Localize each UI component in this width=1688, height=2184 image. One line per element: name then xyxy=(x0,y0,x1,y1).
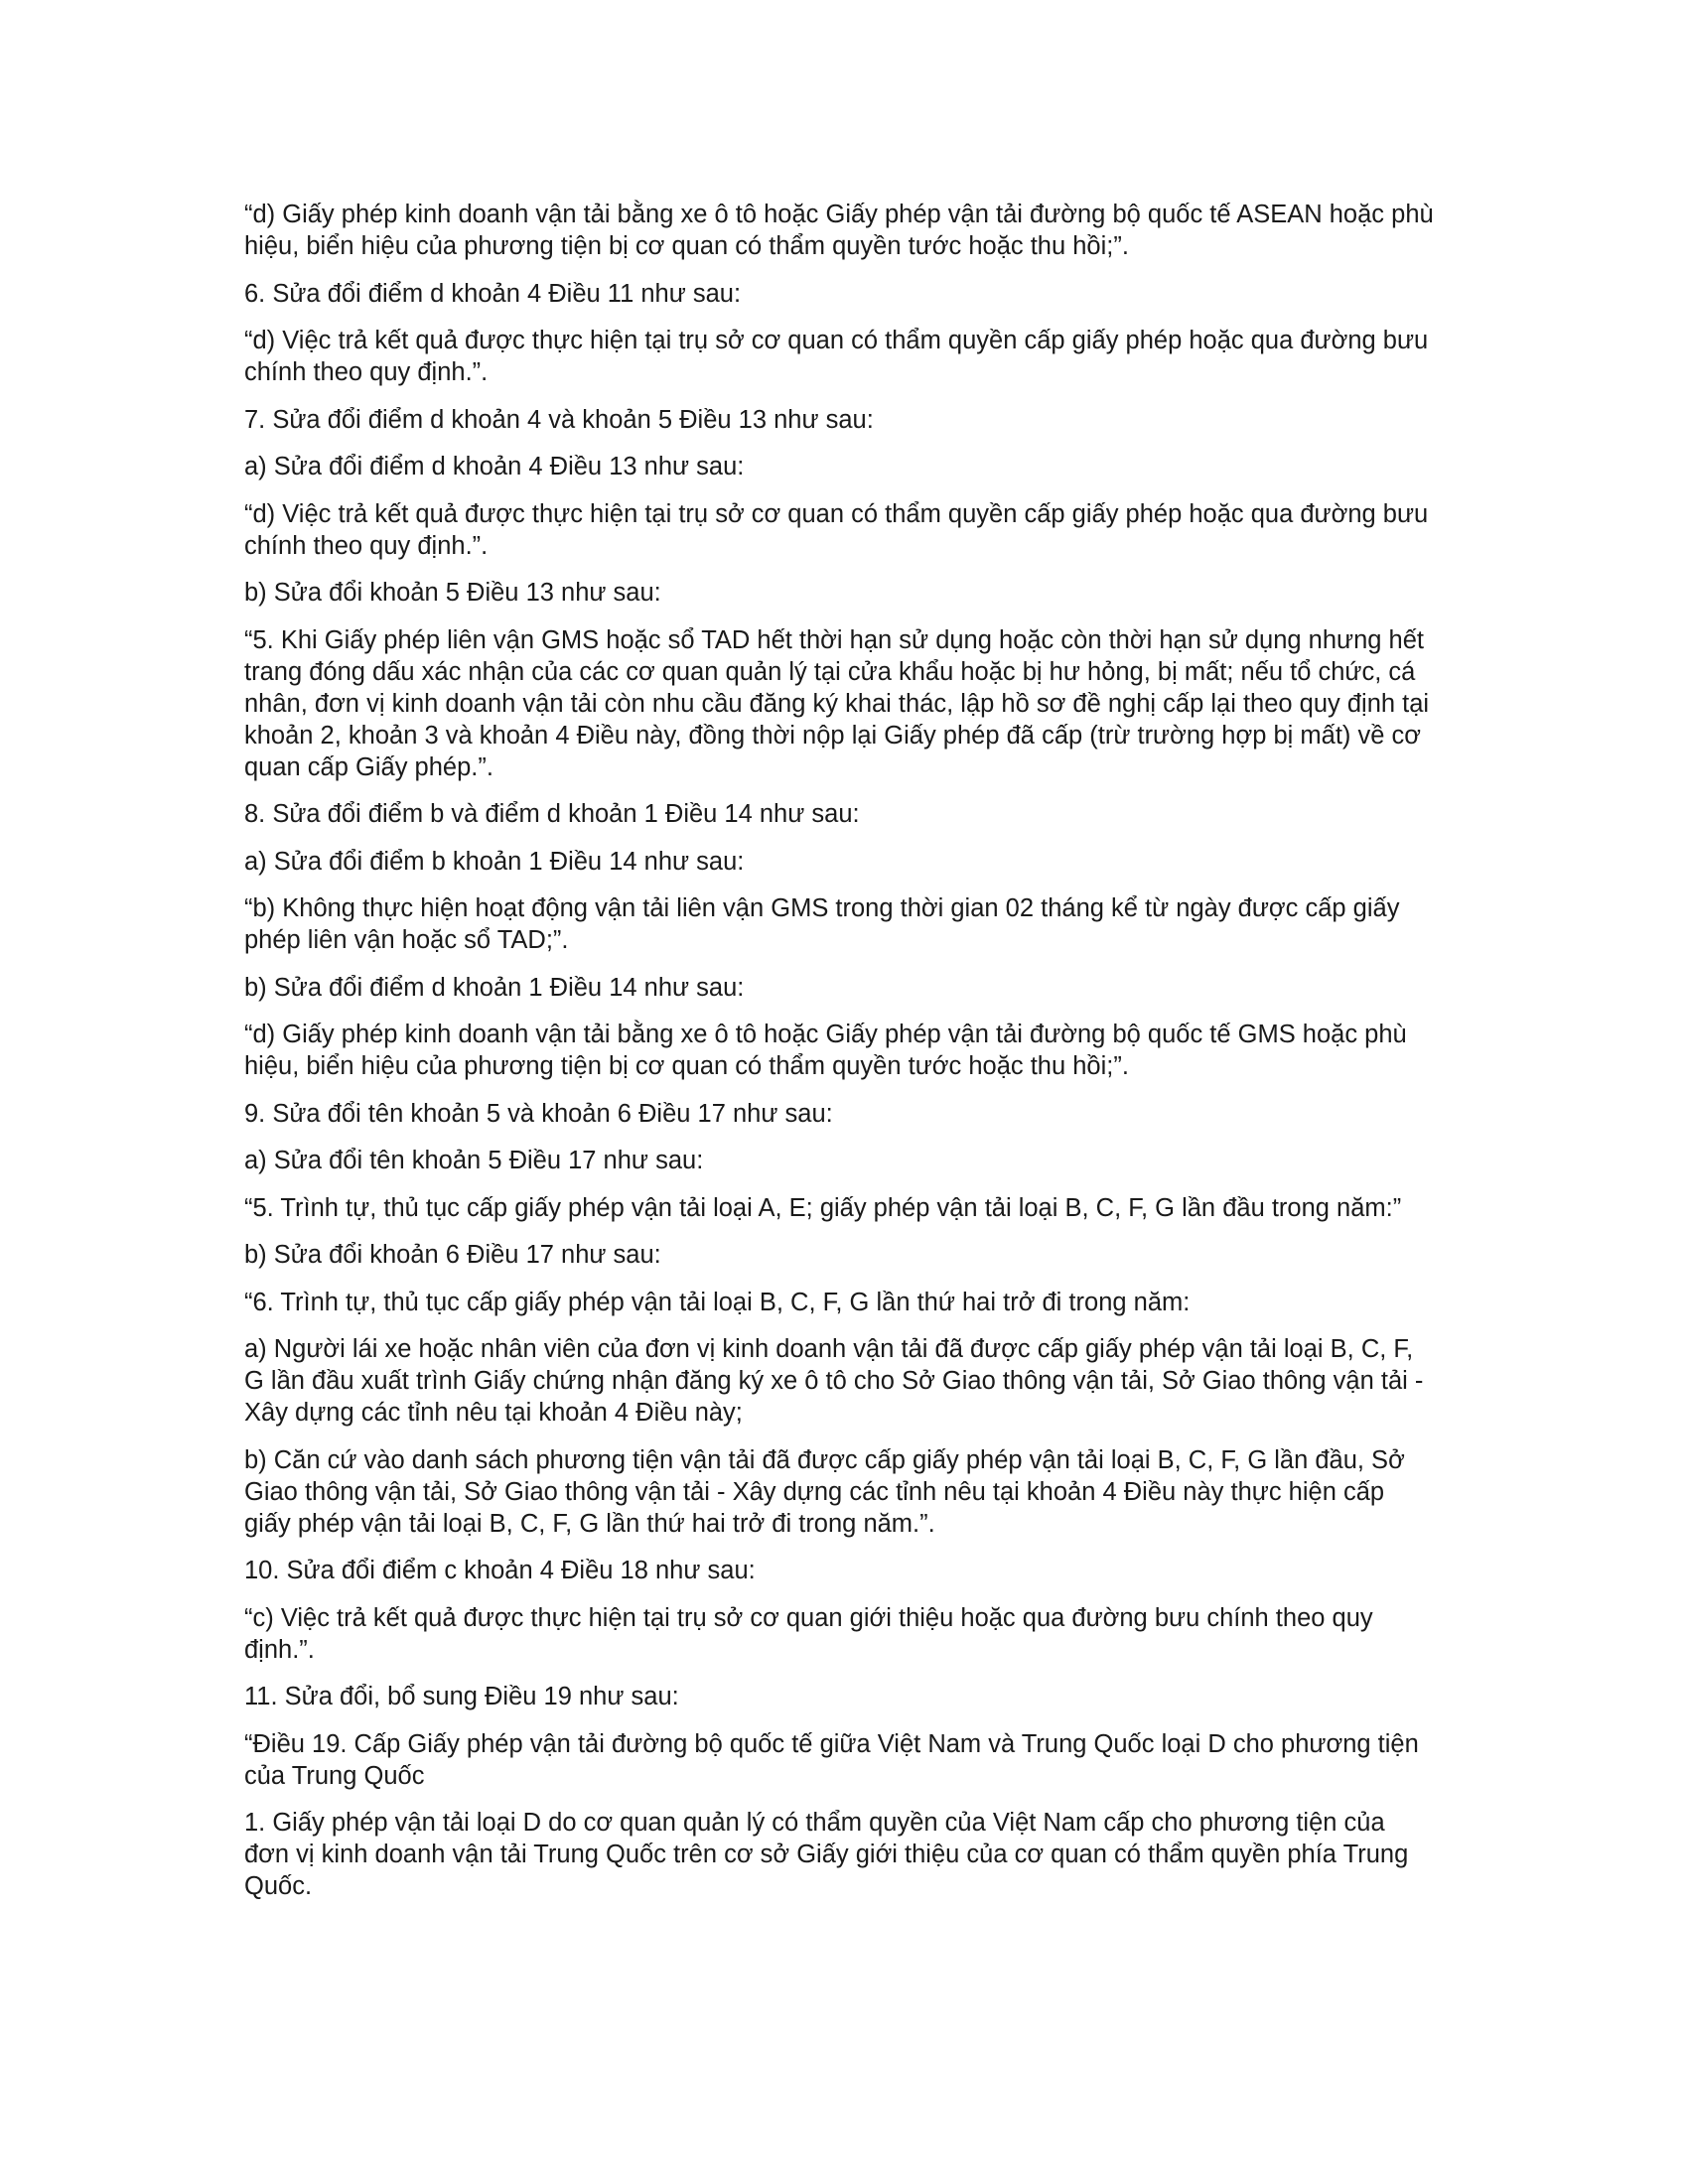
paragraph-quote-5-procedure: “5. Trình tự, thủ tục cấp giấy phép vận tải loại A, E; giấy phép vận tải loại B, C, F, G lần đầu trong năm:” xyxy=(244,1193,1402,1222)
paragraph-quote-b-gms: “b) Không thực hiện hoạt động vận tải liên vận GMS trong thời gian 02 tháng kể từ ngày được cấp giấy phép liên vận hoặc sổ TAD;”. xyxy=(244,894,1400,954)
paragraph-quote-d-gms: “d) Giấy phép kinh doanh vận tải bằng xe ô tô hoặc Giấy phép vận tải đường bộ quốc tế GMS hoặc phù hiệu, biển hiệu của phương tiện bị cơ quan có thẩm quyền tước hoặc thu hồi;”. xyxy=(244,1021,1407,1080)
paragraph-item-8a: a) Sửa đổi điểm b khoản 1 Điều 14 như sau: xyxy=(244,847,745,876)
paragraph-article-19-title: “Điều 19. Cấp Giấy phép vận tải đường bộ quốc tế giữa Việt Nam và Trung Quốc loại D cho phương tiện của Trung Quốc xyxy=(244,1729,1419,1790)
paragraph-quote-d-asean: “d) Giấy phép kinh doanh vận tải bằng xe ô tô hoặc Giấy phép vận tải đường bộ quốc tế ASEAN hoặc phù hiệu, biển hiệu của phương tiện bị cơ quan có thẩm quyền tước hoặc thu hồi;”. xyxy=(244,201,1434,260)
paragraph-quote-d-result-13: “d) Việc trả kết quả được thực hiện tại trụ sở cơ quan có thẩm quyền cấp giấy phép hoặc qua đường bưu chính theo quy định.”. xyxy=(244,499,1429,560)
paragraph-item-11: 11. Sửa đổi, bổ sung Điều 19 như sau: xyxy=(244,1683,679,1710)
paragraph-quote-6-procedure: “6. Trình tự, thủ tục cấp giấy phép vận tải loại B, C, F, G lần thứ hai trở đi trong năm: xyxy=(244,1288,1191,1316)
paragraph-item-9b: b) Sửa đổi khoản 6 Điều 17 như sau: xyxy=(244,1241,661,1269)
paragraph-item-9a: a) Sửa đổi tên khoản 5 Điều 17 như sau: xyxy=(244,1147,704,1174)
paragraph-quote-d-result-11: “d) Việc trả kết quả được thực hiện tại trụ sở cơ quan có thẩm quyền cấp giấy phép hoặc qua đường bưu chính theo quy định.”. xyxy=(244,327,1429,386)
paragraph-quote-5-gms: “5. Khi Giấy phép liên vận GMS hoặc sổ TAD hết thời hạn sử dụng hoặc còn thời hạn sử dụng nhưng hết trang đóng dấu xác nhận của các cơ quan quản lý tại cửa khẩu hoặc bị hư hỏng, bị mất; nếu tổ chức, cá nhân, đơn vị kinh doanh vận tải còn nhu cầu đăng ký khai thác, lập hồ sơ đề nghị cấp lại theo quy định tại khoản 2, khoản 3 và khoản 4 Điều này, đồng thời nộp lại Giấy phép đã cấp (trừ trường hợp bị mất) về cơ quan cấp Giấy phép.”. xyxy=(244,625,1430,781)
paragraph-item-10: 10. Sửa đổi điểm c khoản 4 Điều 18 như sau: xyxy=(244,1557,756,1584)
document-body xyxy=(244,199,1436,1918)
paragraph-sub-b-list: b) Căn cứ vào danh sách phương tiện vận tải đã được cấp giấy phép vận tải loại B, C, F, G lần đầu, Sở Giao thông vận tải, Sở Giao thông vận tải - Xây dựng các tỉnh nêu tại khoản 4 Điều này thực hiện cấp giấy phép vận tải loại B, C, F, G lần thứ hai trở đi trong năm.”. xyxy=(244,1445,1405,1538)
paragraph-article-19-clause-1: 1. Giấy phép vận tải loại D do cơ quan quản lý có thẩm quyền của Việt Nam cấp cho phương tiện của đơn vị kinh doanh vận tải Trung Quốc trên cơ sở Giấy giới thiệu của cơ quan có thẩm quyền phía Trung Quốc. xyxy=(244,1809,1409,1900)
paragraph-item-7: 7. Sửa đổi điểm d khoản 4 và khoản 5 Điều 13 như sau: xyxy=(244,405,874,434)
paragraph-item-8b: b) Sửa đổi điểm d khoản 1 Điều 14 như sau: xyxy=(244,973,745,1002)
paragraph-item-6: 6. Sửa đổi điểm d khoản 4 Điều 11 như sau: xyxy=(244,279,742,308)
paragraph-sub-a-driver: a) Người lái xe hoặc nhân viên của đơn vị kinh doanh vận tải đã được cấp giấy phép vận tải loại B, C, F, G lần đầu xuất trình Giấy chứng nhận đăng ký xe ô tô cho Sở Giao thông vận tải, Sở Giao thông vận tải - Xây dựng các tỉnh nêu tại khoản 4 Điều này; xyxy=(244,1335,1424,1427)
paragraph-item-9: 9. Sửa đổi tên khoản 5 và khoản 6 Điều 17 như sau: xyxy=(244,1099,833,1128)
paragraph-item-8: 8. Sửa đổi điểm b và điểm d khoản 1 Điều 14 như sau: xyxy=(244,800,860,828)
paragraph-item-7b: b) Sửa đổi khoản 5 Điều 13 như sau: xyxy=(244,579,661,607)
paragraph-item-7a: a) Sửa đổi điểm d khoản 4 Điều 13 như sau: xyxy=(244,453,745,480)
paragraph-quote-c-result: “c) Việc trả kết quả được thực hiện tại trụ sở cơ quan giới thiệu hoặc qua đường bưu chính theo quy định.”. xyxy=(244,1603,1373,1664)
